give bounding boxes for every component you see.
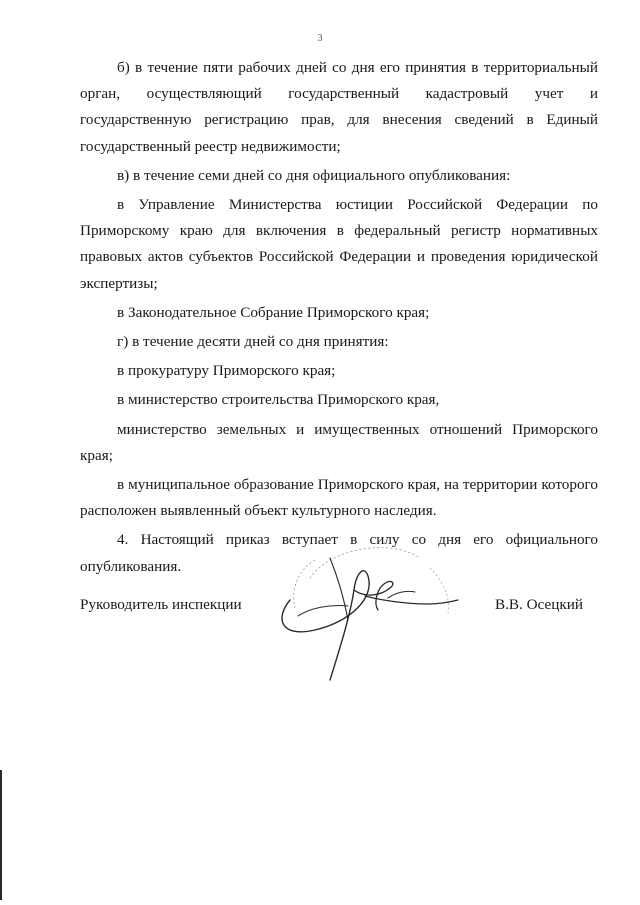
document-body (80, 55, 598, 580)
page-number: 3 (317, 33, 323, 44)
paragraph-ministry-justice: в Управление Министерства юстиции Российской Федерации по Приморскому краю для включения в федеральный регистр нормативных правовых актов субъектов Российской Федерации и проведения юридической экспертизы; (80, 196, 598, 292)
scan-edge-line (0, 770, 2, 900)
paragraph-legislative-assembly: в Законодательное Собрание Приморского края; (117, 303, 430, 321)
paragraph-g: г) в течение десяти дней со дня принятия: (117, 333, 389, 351)
signature-block (80, 596, 600, 626)
paragraph-v: в) в течение семи дней со дня официального опубликования: (117, 166, 511, 184)
paragraph-prosecutor: в прокуратуру Приморского края; (117, 362, 336, 380)
paragraph-4-effective: 4. Настоящий приказ вступает в силу со дня его официального опубликования. (80, 531, 598, 575)
paragraph-construction-ministry: в министерство строительства Приморского края, (117, 391, 440, 409)
signatory-title: Руководитель инспекции (80, 596, 242, 613)
paragraph-land-ministry: министерство земельных и имущественных отношений Приморского края; (80, 420, 598, 464)
signatory-name: В.В. Осецкий (495, 596, 584, 613)
paragraph-b: б) в течение пяти рабочих дней со дня его принятия в территориальный орган, осуществляющий государственный кадастровый учет и государственную регистрацию прав, для внесения сведений в Единый государственный реестр недвижимости; (80, 59, 598, 155)
paragraph-municipality: в муниципальное образование Приморского края, на территории которого расположен выявленный объект культурного наследия. (80, 476, 598, 520)
